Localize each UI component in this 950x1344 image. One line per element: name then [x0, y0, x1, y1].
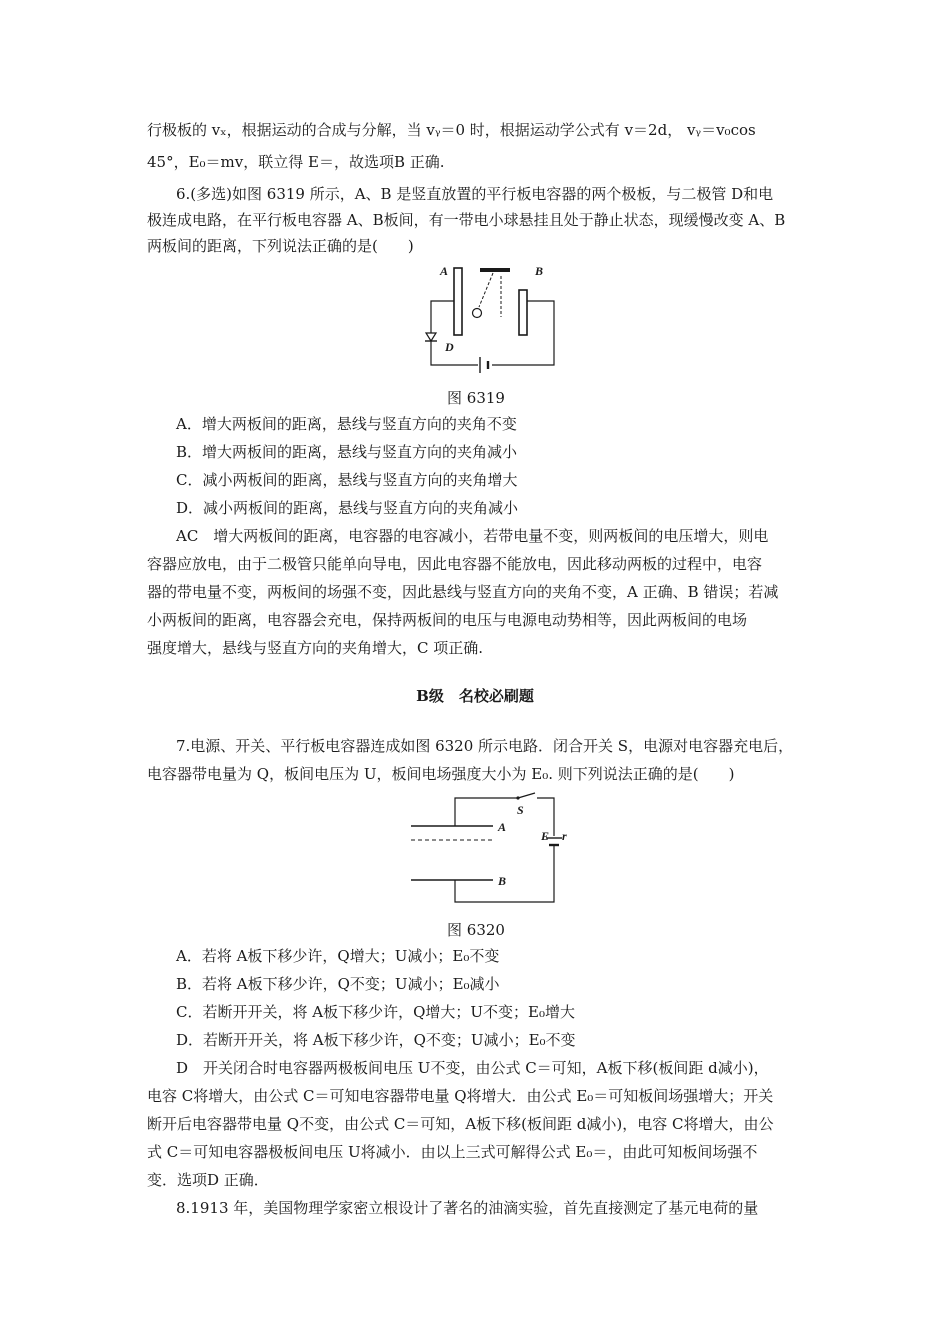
q7-answer-line-1: D 开关闭合时电容器两极板间电压 U不变，由公式 C＝可知，A板下移(板间距 d减小)，: [176, 1059, 769, 1077]
label-d: D: [445, 340, 454, 354]
q7-option-d: D．若断开开关，将 A板下移少许，Q不变；U减小；E₀不变: [176, 1031, 576, 1049]
q6-option-c: C．减小两板间的距离，悬线与竖直方向的夹角增大: [176, 471, 518, 489]
q7-option-a: A．若将 A板下移少许，Q增大；U减小；E₀不变: [176, 947, 500, 965]
q7-option-c: C．若断开开关，将 A板下移少许，Q增大；U不变；E₀增大: [176, 1003, 575, 1021]
q7-answer-line-5: 变．选项D 正确．: [147, 1171, 269, 1189]
q6-stem-line-2: 极连成电路，在平行板电容器 A、B板间，有一带电小球悬挂且处于静止状态，现缓慢改变 A、B: [147, 211, 786, 229]
suspension-bar: [480, 268, 510, 272]
label-a: A: [440, 264, 449, 278]
figure-6320-caption: 图 6320: [447, 921, 505, 939]
q7-answer-line-3: 断开后电容器带电量 Q不变，由公式 C＝可知，A板下移(板间距 d减小)，电容 C将增大，由公: [147, 1115, 774, 1133]
q6-option-a: A．增大两板间的距离，悬线与竖直方向的夹角不变: [176, 415, 517, 433]
figure-6319-caption: 图 6319: [447, 389, 505, 407]
label-r: r: [562, 829, 567, 843]
q8-stem-line-1: 8.1913 年，美国物理学家密立根设计了著名的油滴实验，首先直接测定了基元电荷的量: [176, 1199, 759, 1217]
q6-option-b: B．增大两板间的距离，悬线与竖直方向的夹角减小: [176, 443, 518, 461]
plate-a: [454, 268, 462, 335]
q7-option-b: B．若将 A板下移少许，Q不变；U减小；E₀减小: [176, 975, 500, 993]
q6-answer-line-3: 器的带电量不变，两板间的场强不变，因此悬线与竖直方向的夹角不变，A 正确、B 错误；若减: [147, 583, 779, 601]
q6-stem-line-1: 6.(多选)如图 6319 所示，A、B 是竖直放置的平行板电容器的两个极板，与二极管 D和电: [176, 185, 774, 203]
section-title: B级 名校必刷题: [416, 687, 534, 705]
q7-stem-line-2: 电容器带电量为 Q，板间电压为 U，板间电场强度大小为 E₀. 则下列说法正确的是( ): [147, 765, 735, 783]
pendulum-thread: [479, 273, 493, 307]
q7-stem-line-1: 7.电源、开关、平行板电容器连成如图 6320 所示电路．闭合开关 S，电源对电容器充电后，: [176, 737, 794, 755]
q6-stem-line-3: 两板间的距离，下列说法正确的是( ): [147, 237, 414, 255]
q6-answer-line-2: 容器应放电，由于二极管只能单向导电，因此电容器不能放电，因此移动两板的过程中，电容: [147, 555, 763, 573]
charged-ball: [473, 309, 482, 318]
q7-answer-line-4: 式 C＝可知电容器极板间电压 U将减小．由以上三式可解得公式 E₀＝，由此可知板间场强不: [147, 1143, 758, 1161]
label-b: B: [498, 874, 507, 888]
intro-line-2: 45°，E₀＝mv，联立得 E＝，故选项B 正确.: [147, 153, 445, 171]
label-e: E: [541, 829, 550, 843]
figure-6319-diagram: [400, 255, 570, 385]
wire-top: [455, 798, 517, 826]
figure-6320-diagram: [405, 788, 580, 913]
plate-b: [519, 290, 527, 335]
q6-answer-line-1: AC 增大两板间的距离，电容器的电容减小，若带电量不变，则两板间的电压增大，则电: [176, 527, 769, 545]
q7-answer-line-2: 电容 C将增大，由公式 C＝可知电容器带电量 Q将增大．由公式 E₀＝可知板间场强增大；开关: [147, 1087, 774, 1105]
label-b: B: [535, 264, 544, 278]
intro-line-1: 行极板的 vₓ，根据运动的合成与分解，当 vᵧ＝0 时，根据运动学公式有 v＝2d， vᵧ＝v₀cos: [147, 121, 756, 139]
label-a: A: [498, 820, 507, 834]
q6-answer-line-5: 强度增大，悬线与竖直方向的夹角增大，C 项正确.: [147, 639, 484, 657]
q6-option-d: D．减小两板间的距离，悬线与竖直方向的夹角减小: [176, 499, 519, 517]
q6-answer-line-4: 小两板间的距离，电容器会充电，保持两板间的电压与电源电动势相等，因此两板间的电场: [147, 611, 748, 629]
label-s: S: [517, 803, 524, 817]
switch-s: [518, 793, 535, 798]
diode-symbol: [426, 333, 436, 341]
